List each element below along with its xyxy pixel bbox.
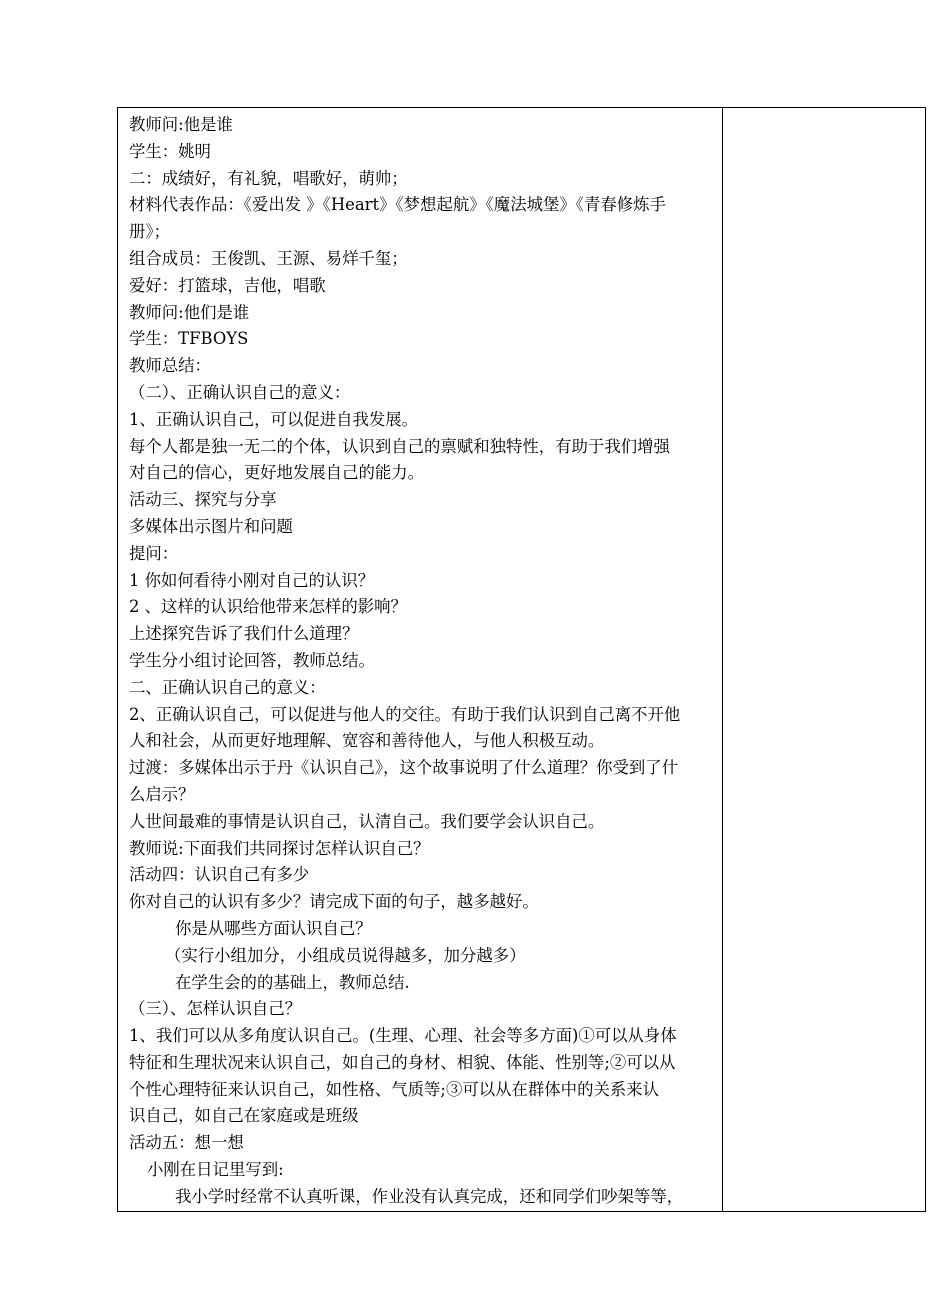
text-line: 活动四：认识自己有多少: [129, 865, 310, 885]
text-line: 个性心理特征来认识自己，如性格、气质等;③可以从在群体中的关系来认: [129, 1079, 660, 1099]
lesson-content: [118, 108, 722, 1211]
text-line: 学生：姚明: [129, 141, 211, 161]
notes-cell: [723, 108, 926, 1212]
text-line: 我小学时经常不认真听课，作业没有认真完成，还和同学们吵架等等，: [175, 1186, 684, 1206]
text-line: 小刚在日记里写到:: [147, 1160, 284, 1180]
text-line: 在学生会的的基础上，教师总结.: [175, 972, 410, 992]
text-line: 爱好：打篮球，吉他，唱歌: [129, 275, 326, 295]
text-line: 上述探究告诉了我们什么道理？: [129, 624, 359, 644]
text-line: 人世间最难的事情是认识自己，认清自己。我们要学会认识自己。: [129, 811, 605, 831]
text-line: 你对自己的认识有多少？请完成下面的句子，越多越好。: [129, 892, 539, 912]
text-line: 教师问:他们是谁: [129, 302, 250, 322]
text-line: 对自己的信心，更好地发展自己的能力。: [129, 463, 425, 483]
text-line: 材料代表作品：《爱出发 》《Heart》《梦想起航》《魔法城堡》《青春修炼手: [129, 195, 666, 215]
text-line: 学生：TFBOYS: [129, 329, 249, 349]
text-line: 教师总结：: [129, 356, 211, 376]
text-line: 活动五：想一想: [129, 1133, 244, 1153]
text-line: 2、正确认识自己，可以促进与他人的交往。有助于我们认识到自己离不开他: [129, 704, 681, 724]
text-line: 组合成员：王俊凯、王源、易烊千玺；: [129, 248, 408, 268]
text-line: 1 你如何看待小刚对自己的认识？: [129, 570, 375, 590]
text-line: （三）、怎样认识自己？: [129, 999, 302, 1019]
text-line: 提问：: [129, 543, 179, 563]
text-line: 二：成绩好，有礼貌，唱歌好，萌帅；: [129, 168, 408, 188]
text-line: 特征和生理状况来认识自己，如自己的身材、相貌、体能、性别等;②可以从: [129, 1052, 676, 1072]
text-line: 每个人都是独一无二的个体，认识到自己的禀赋和独特性，有助于我们增强: [129, 436, 670, 456]
text-line: 你是从哪些方面认识自己？: [175, 918, 372, 938]
text-line: 多媒体出示图片和问题: [129, 516, 293, 536]
text-line: 活动三、探究与分享: [129, 490, 277, 510]
text-line: 二、正确认识自己的意义：: [129, 677, 326, 697]
text-line: 1、正确认识自己，可以促进自我发展。: [129, 409, 419, 429]
table-row: [118, 108, 926, 1212]
text-line: 册》；: [129, 222, 170, 242]
text-line: 人和社会，从而更好地理解、宽容和善待他人，与他人积极互动。: [129, 731, 605, 751]
text-line: 识自己，如自己在家庭或是班级: [129, 1106, 359, 1126]
text-line: 学生分小组讨论回答，教师总结。: [129, 650, 375, 670]
text-line: 1、我们可以从多角度认识自己。(生理、心理、社会等多方面)①可以从身体: [129, 1026, 677, 1046]
main-content-cell: [118, 108, 723, 1212]
text-line: 教师问:他是谁: [129, 115, 233, 134]
text-line: 教师说:下面我们共同探讨怎样认识自己？: [129, 838, 430, 858]
text-line: （实行小组加分，小组成员说得越多，加分越多）: [165, 945, 526, 965]
lesson-plan-table: [117, 107, 926, 1212]
text-line: 么启示？: [129, 784, 195, 804]
text-line: 过渡：多媒体出示于丹《认识自己》，这个故事说明了什么道理？你受到了什: [129, 758, 679, 778]
text-line: 2 、这样的认识给他带来怎样的影响？: [129, 597, 407, 617]
text-line: （二）、正确认识自己的意义：: [129, 382, 351, 402]
